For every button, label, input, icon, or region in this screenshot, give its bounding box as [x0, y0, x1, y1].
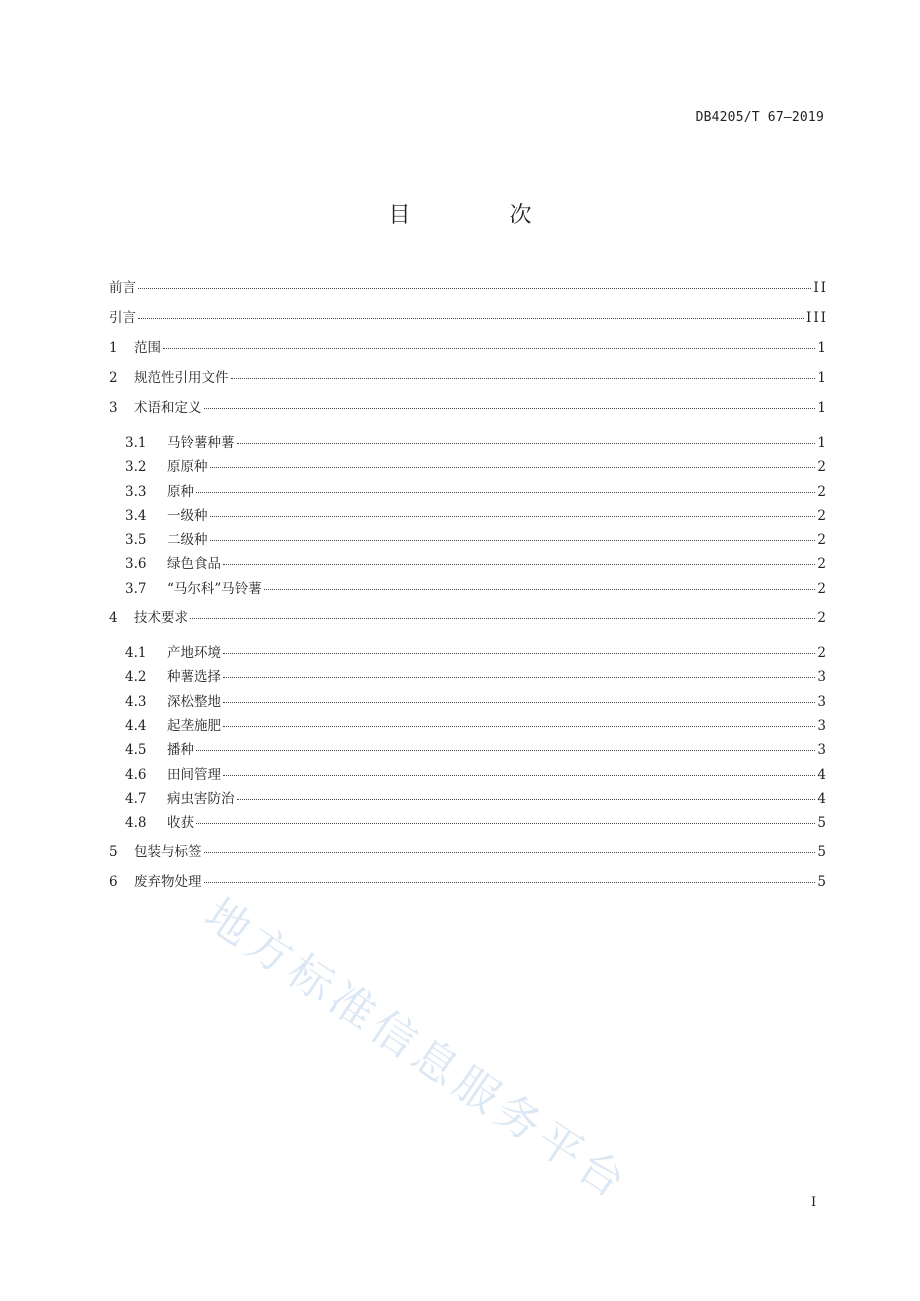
- toc-entry-title: 术语和定义: [134, 400, 202, 416]
- toc-entry-title: 原种: [167, 483, 194, 500]
- table-of-contents: [109, 276, 828, 900]
- toc-entry-title: 产地环境: [167, 645, 221, 662]
- toc-entry-number: 3.3: [125, 483, 147, 500]
- toc-entry-title: 包装与标签: [134, 844, 202, 861]
- toc-leader-dots: [204, 408, 816, 409]
- toc-entry-page: 2: [817, 532, 828, 549]
- toc-entry-title: 前言: [109, 280, 136, 296]
- toc-entry-page: 2: [817, 580, 828, 597]
- toc-leader-dots: [223, 702, 815, 703]
- toc-entry-page: 3: [817, 669, 828, 686]
- toc-leader-dots: [264, 589, 816, 590]
- toc-entry-title: 马铃薯种薯: [167, 435, 235, 451]
- toc-entry-number: 4.3: [125, 693, 147, 710]
- toc-entry-title: 一级种: [167, 507, 208, 524]
- toc-entry-title: 引言: [109, 310, 136, 326]
- toc-leader-dots: [223, 653, 815, 654]
- toc-leader-dots: [231, 378, 816, 379]
- toc-leader-dots: [196, 750, 815, 751]
- toc-entry-number: 4.4: [125, 717, 147, 734]
- toc-entry-page: 2: [817, 610, 828, 627]
- toc-entry-number: 3.6: [125, 556, 147, 573]
- toc-entry-page: 1: [817, 435, 828, 451]
- toc-entry-page: 3: [817, 717, 828, 734]
- toc-entry-page: 2: [817, 483, 828, 500]
- toc-entry-page: 2: [817, 507, 828, 524]
- toc-entry[interactable]: [109, 641, 828, 665]
- toc-entry[interactable]: [109, 504, 828, 528]
- toc-entry[interactable]: [109, 336, 828, 366]
- toc-entry-number: 3.7: [125, 580, 147, 597]
- toc-entry[interactable]: [109, 276, 828, 306]
- toc-entry-number: 4: [109, 610, 118, 627]
- toc-entry[interactable]: [109, 396, 828, 426]
- toc-entry-page: 1: [817, 400, 828, 416]
- toc-entry[interactable]: [109, 606, 828, 636]
- toc-leader-dots: [223, 775, 815, 776]
- toc-leader-dots: [223, 726, 815, 727]
- toc-entry[interactable]: [109, 431, 828, 455]
- toc-leader-dots: [204, 882, 816, 883]
- toc-entry-title: 绿色食品: [167, 556, 221, 573]
- toc-entry-number: 3.5: [125, 532, 147, 549]
- toc-entry-page: 3: [817, 742, 828, 759]
- toc-entry[interactable]: [109, 690, 828, 714]
- toc-entry[interactable]: [109, 714, 828, 738]
- toc-entry-title: 范围: [134, 340, 161, 356]
- toc-entry-title: 病虫害防治: [167, 790, 235, 807]
- toc-entry[interactable]: [109, 455, 828, 479]
- toc-entry[interactable]: [109, 763, 828, 787]
- toc-leader-dots: [138, 288, 811, 289]
- toc-entry[interactable]: [109, 665, 828, 689]
- toc-leader-dots: [190, 618, 815, 619]
- page-number: I: [811, 1195, 817, 1210]
- toc-entry-title: 种薯选择: [167, 669, 221, 686]
- toc-entry-title: “马尔科”马铃薯: [167, 580, 262, 597]
- toc-entry-title: 深松整地: [167, 693, 221, 710]
- toc-entry-number: 1: [109, 340, 118, 356]
- toc-entry-page: 4: [817, 790, 828, 807]
- toc-entry-number: 3.2: [125, 459, 147, 476]
- toc-entry-page: II: [813, 280, 828, 296]
- toc-entry-title: 田间管理: [167, 766, 221, 783]
- toc-entry-title: 废弃物处理: [134, 874, 202, 891]
- toc-entry-page: 3: [817, 693, 828, 710]
- toc-leader-dots: [210, 516, 816, 517]
- toc-leader-dots: [204, 852, 816, 853]
- toc-entry-page: 2: [817, 556, 828, 573]
- toc-entry[interactable]: [109, 811, 828, 835]
- toc-entry-title: 二级种: [167, 532, 208, 549]
- toc-entry[interactable]: [109, 366, 828, 396]
- toc-entry-page: 1: [817, 370, 828, 386]
- toc-entry-title: 播种: [167, 742, 194, 759]
- toc-entry-title: 起垄施肥: [167, 717, 221, 734]
- toc-entry-number: 6: [109, 874, 118, 891]
- toc-entry-page: 2: [817, 645, 828, 662]
- toc-entry-number: 4.1: [125, 645, 147, 662]
- page-title: 目 次: [388, 203, 578, 228]
- toc-entry[interactable]: [109, 840, 828, 870]
- toc-entry-number: 4.5: [125, 742, 147, 759]
- toc-entry[interactable]: [109, 577, 828, 601]
- toc-entry-number: 2: [109, 370, 118, 386]
- toc-entry-number: 4.8: [125, 815, 147, 832]
- toc-entry-number: 5: [109, 844, 118, 861]
- toc-entry-number: 3: [109, 400, 118, 416]
- toc-leader-dots: [223, 564, 815, 565]
- toc-entry-title: 规范性引用文件: [134, 370, 229, 386]
- toc-entry[interactable]: [109, 552, 828, 576]
- toc-entry[interactable]: [109, 306, 828, 336]
- toc-entry[interactable]: [109, 870, 828, 900]
- toc-entry-number: 4.2: [125, 669, 147, 686]
- toc-leader-dots: [237, 443, 816, 444]
- toc-entry-title: 技术要求: [134, 610, 188, 627]
- toc-entry-title: 收获: [167, 815, 194, 832]
- toc-leader-dots: [196, 823, 815, 824]
- toc-entry-page: 2: [817, 459, 828, 476]
- toc-entry-page: 4: [817, 766, 828, 783]
- document-code: DB4205/T 67—2019: [695, 110, 824, 125]
- toc-entry[interactable]: [109, 787, 828, 811]
- toc-entry[interactable]: [109, 528, 828, 552]
- toc-entry-title: 原原种: [167, 459, 208, 476]
- toc-leader-dots: [196, 492, 815, 493]
- toc-leader-dots: [223, 677, 815, 678]
- toc-entry-page: 5: [817, 815, 828, 832]
- toc-entry-number: 4.7: [125, 790, 147, 807]
- toc-leader-dots: [237, 799, 816, 800]
- toc-leader-dots: [138, 318, 804, 319]
- toc-entry-number: 4.6: [125, 766, 147, 783]
- toc-entry-number: 3.1: [125, 435, 147, 451]
- toc-entry-page: 5: [817, 844, 828, 861]
- toc-entry-page: 1: [817, 340, 828, 356]
- toc-leader-dots: [210, 467, 816, 468]
- toc-entry-page: 5: [817, 874, 828, 891]
- toc-entry[interactable]: [109, 738, 828, 762]
- toc-entry[interactable]: [109, 480, 828, 504]
- toc-leader-dots: [210, 540, 816, 541]
- toc-entry-number: 3.4: [125, 507, 147, 524]
- watermark: 地方标准信息服务平台: [195, 889, 639, 1211]
- toc-entry-page: III: [806, 310, 828, 326]
- toc-leader-dots: [163, 348, 815, 349]
